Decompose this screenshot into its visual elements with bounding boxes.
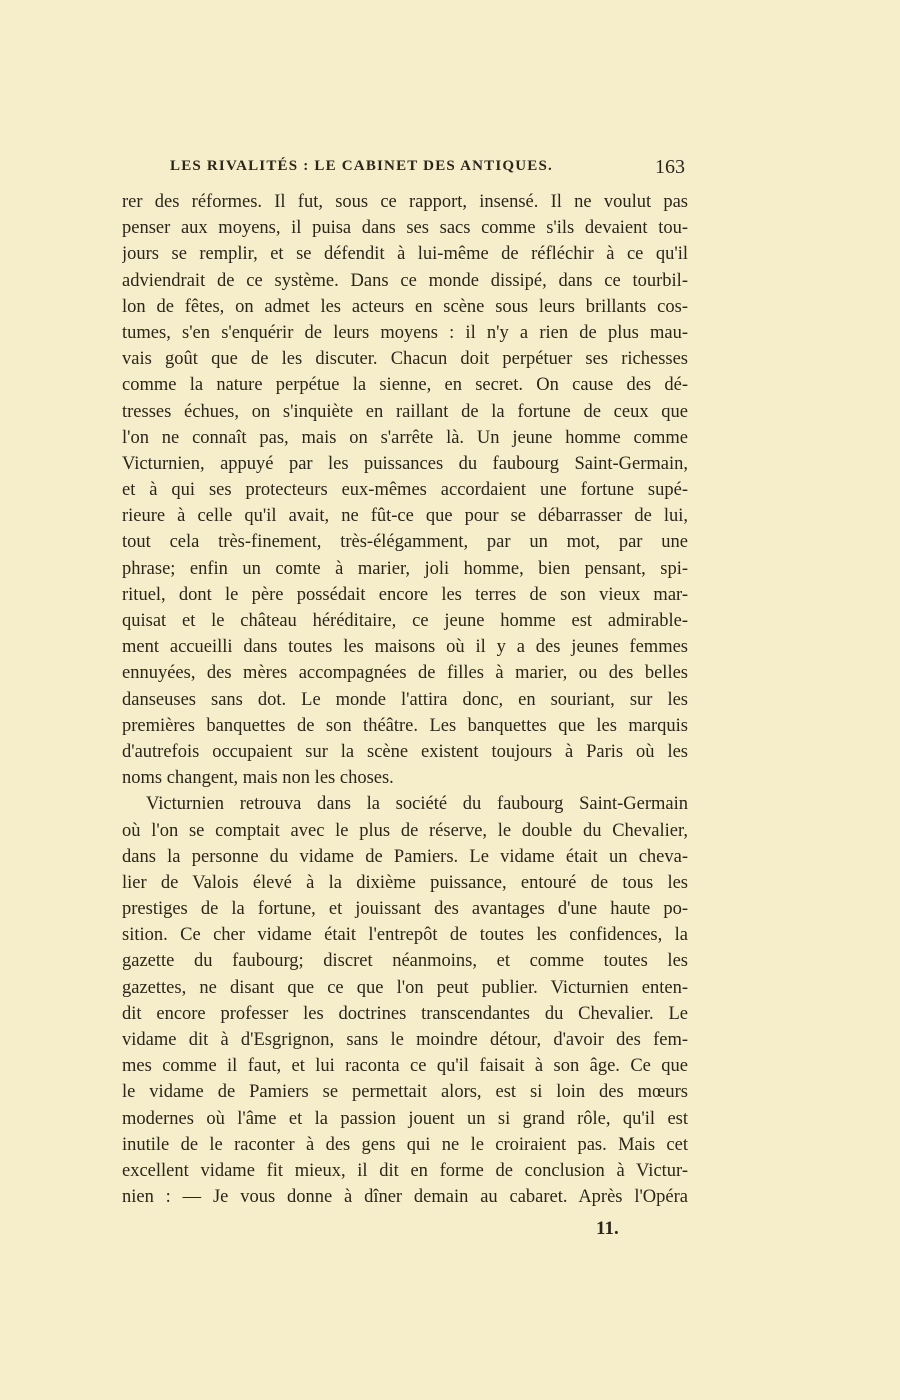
text-line: rer des réformes. Il fut, sous ce rapport, insensé. Il ne voulut pas bbox=[122, 192, 688, 212]
text-line: Victurnien retrouva dans la société du faubourg Saint-Germain bbox=[146, 794, 688, 815]
text-line: lon de fêtes, on admet les acteurs en scène sous leurs brillants cos- bbox=[122, 296, 688, 317]
text-line: quisat et le château héréditaire, ce jeune homme est admirable- bbox=[122, 611, 688, 631]
text-line: où l'on se comptait avec le plus de réserve, le double du Chevalier, bbox=[122, 820, 688, 841]
text-line: gazette du faubourg; discret néanmoins, et comme toutes les bbox=[122, 951, 688, 972]
paragraph bbox=[122, 189, 688, 791]
text-line: excellent vidame fit mieux, il dit en forme de conclusion à Victur- bbox=[122, 1160, 688, 1181]
text-line: ment accueilli dans toutes les maisons où il y a des jeunes femmes bbox=[122, 637, 688, 658]
text-line: penser aux moyens, il puisa dans ses sacs comme s'ils devaient tou- bbox=[122, 218, 688, 239]
text-line: ennuyées, des mères accompagnées de filles à marier, ou des belles bbox=[122, 663, 688, 684]
text-line: tout cela très-finement, très-élégamment, par un mot, par une bbox=[122, 532, 688, 553]
text-line: gazettes, ne disant que ce que l'on peut publier. Victurnien enten- bbox=[122, 977, 688, 998]
text-line: comme la nature perpétue la sienne, en secret. On cause des dé- bbox=[122, 375, 688, 396]
text-line: modernes où l'âme et la passion jouent un si grand rôle, qu'il est bbox=[122, 1108, 688, 1129]
signature-mark: 11. bbox=[596, 1218, 619, 1239]
text-line: adviendrait de ce système. Dans ce monde dissipé, dans ce tourbil- bbox=[122, 270, 688, 291]
text-line: tresses échues, on s'inquiète en raillant de la fortune de ceux que bbox=[122, 401, 688, 422]
text-line: lier de Valois élevé à la dixième puissance, entouré de tous les bbox=[122, 872, 688, 893]
text-line: vidame dit à d'Esgrignon, sans le moindre détour, d'avoir des fem- bbox=[122, 1030, 688, 1050]
running-header bbox=[170, 156, 685, 182]
text-line: Victurnien, appuyé par les puissances du faubourg Saint-Germain, bbox=[122, 453, 688, 474]
text-line: rieure à celle qu'il avait, ne fût-ce que pour se débarrasser de lui, bbox=[122, 506, 688, 527]
text-line: rituel, dont le père possédait encore les terres de son vieux mar- bbox=[122, 584, 688, 605]
page-number: 163 bbox=[655, 156, 685, 178]
text-line: jours se remplir, et se défendit à lui-même de réfléchir à ce qu'il bbox=[122, 244, 688, 265]
text-line: mes comme il faut, et lui raconta ce qu'il faisait à son âge. Ce que bbox=[122, 1056, 688, 1077]
text-line: vais goût que de les discuter. Chacun doit perpétuer ses richesses bbox=[122, 349, 688, 370]
text-line: dans la personne du vidame de Pamiers. Le vidame était un cheva- bbox=[122, 846, 688, 867]
text-line: tumes, s'en s'enquérir de leurs moyens : il n'y a rien de plus mau- bbox=[122, 322, 688, 343]
text-line: noms changent, mais non les choses. bbox=[122, 768, 394, 789]
text-line: inutile de le raconter à des gens qui ne le croiraient pas. Mais cet bbox=[122, 1134, 688, 1155]
text-line: dit encore professer les doctrines transcendantes du Chevalier. Le bbox=[122, 1003, 688, 1024]
text-line: sition. Ce cher vidame était l'entrepôt de toutes les confidences, la bbox=[122, 925, 688, 946]
text-line: d'autrefois occupaient sur la scène existent toujours à Paris où les bbox=[122, 741, 688, 762]
running-title: LES RIVALITÉS : LE CABINET DES ANTIQUES. bbox=[170, 158, 553, 174]
text-line: le vidame de Pamiers se permettait alors, est si loin des mœurs bbox=[122, 1082, 688, 1103]
body-text bbox=[122, 189, 688, 1210]
text-line: danseuses sans dot. Le monde l'attira donc, en souriant, sur les bbox=[122, 689, 688, 710]
text-line: prestiges de la fortune, et jouissant des avantages d'une haute po- bbox=[122, 899, 688, 920]
text-line: nien : — Je vous donne à dîner demain au cabaret. Après l'Opéra bbox=[122, 1187, 688, 1208]
text-line: l'on ne connaît pas, mais on s'arrête là. Un jeune homme comme bbox=[122, 427, 688, 448]
text-line: phrase; enfin un comte à marier, joli homme, bien pensant, spi- bbox=[122, 558, 688, 579]
paragraph bbox=[122, 791, 688, 1210]
text-line: premières banquettes de son théâtre. Les banquettes que les marquis bbox=[122, 715, 688, 736]
text-line: et à qui ses protecteurs eux-mêmes accordaient une fortune supé- bbox=[122, 480, 688, 501]
